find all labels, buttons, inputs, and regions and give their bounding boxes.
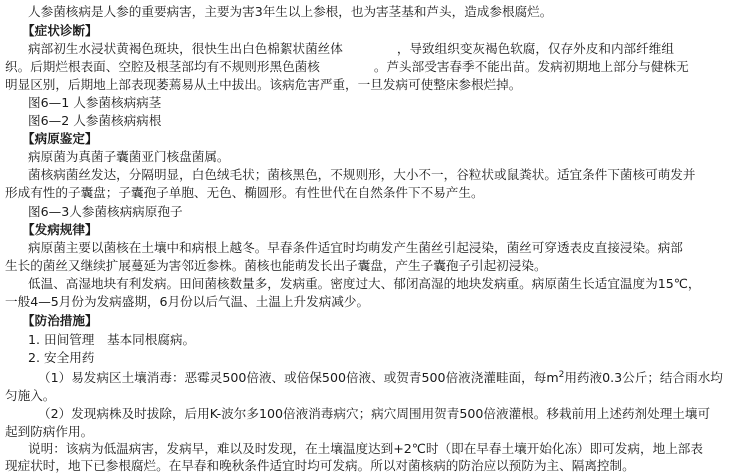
symptom-text-2a: 织。后期烂根表面、空腔及根茎部均有不规则形黑色菌核 <box>5 59 320 74</box>
pattern-line-1: 病原菌主要以菌核在土壤中和病根上越冬。早春条件适宜时均萌发产生菌丝引起浸染，菌丝可穿透表皮直接浸染。病部 <box>28 240 683 255</box>
symptom-line-2 <box>0 58 750 76</box>
symptom-text-2b: 。芦头部受害春季不能出苗。发病初期地上部分与健株无 <box>373 59 689 74</box>
control-line-3: （2）发现病株及时拔除，后用K-波尔多100倍液消毒病穴；病穴周围用贺青500倍液灌根。移栽前用上述药剂处理土壤可 <box>38 406 711 421</box>
figure-caption-6-1: 图6—1 人参菌核病病茎 <box>28 95 162 110</box>
note-line-2: 现症状时，地下已参根腐烂。在早春和晚秋条件适宜时均可发病。所以对菌核病的防治应以预防为主、隔离控制。 <box>5 458 635 473</box>
pattern-line-2: 生长的菌丝又继续扩展蔓延为害邻近参株。菌核也能萌发长出子囊盘，产生子囊孢子引起初浸染。 <box>5 258 547 273</box>
pathogen-line-2: 菌核病菌丝发达，分隔明显，白色绒毛状；菌核黑色，不规则形，大小不一，谷粒状或鼠粪状。适宜条件下菌核可萌发并 <box>28 167 696 182</box>
heading-pathogen-identification: 【病原鉴定】 <box>22 131 98 146</box>
figure-caption-6-3: 图6—3人参菌核病病原孢子 <box>28 204 183 219</box>
superscript-2: 2 <box>558 370 565 380</box>
note-line-1: 说明：该病为低温病害，发病早，难以及时发现，在土壤温度达到+2℃时（即在早春土壤开始化冻）即可发病，地上部表 <box>28 441 703 456</box>
symptom-line-1 <box>0 40 750 58</box>
symptom-text-1b: ，导致组织变灰褐色软腐，仅存外皮和内部纤维组 <box>396 41 674 56</box>
control-text-1a: （1）易发病区土壤消毒：恶霉灵500倍液、或倍保500倍液、或贺青500倍液浇灌畦面，每m <box>38 370 559 385</box>
control-text-1b: 用药液0.3公斤；结合雨水均 <box>564 370 723 385</box>
pathogen-line-3: 形成有性的子囊盘；子囊孢子单胞、无色、椭圆形。有性世代在自然条件下不易产生。 <box>5 185 484 200</box>
pattern-line-3: 低温、高湿地块有利发病。田间菌核数量多，发病重。密度过大、郁闭高湿的地块发病重。病原菌生长适宜温度为15℃， <box>28 276 701 291</box>
intro-paragraph: 人参菌核病是人参的重要病害，主要为害3年生以上参根，也为害茎基和芦头，造成参根腐烂。 <box>28 4 553 19</box>
control-item-1: 1. 田间管理 基本同根腐病。 <box>28 332 196 347</box>
control-line-4: 起到防病作用。 <box>5 424 94 439</box>
pathogen-line-1: 病原菌为真菌子囊菌亚门核盘菌属。 <box>28 149 230 164</box>
symptom-line-3: 明显区别，后期地上部表现萎蔫易从土中拔出。该病危害严重，一旦发病可使整床参根烂掉。 <box>5 77 522 92</box>
pattern-line-4: 一般4—5月份为发病盛期，6月份以后气温、土温上升发病减少。 <box>5 294 370 309</box>
heading-disease-pattern: 【发病规律】 <box>22 222 98 237</box>
figure-caption-6-2: 图6—2 人参菌核病病根 <box>28 113 162 128</box>
control-item-2: 2. 安全用药 <box>28 350 95 365</box>
symptom-text-1a: 病部初生水浸状黄褐色斑块，很快生出白色棉絮状菌丝体 <box>28 41 343 56</box>
control-line-2: 匀施入。 <box>5 388 56 403</box>
heading-control-measures: 【防治措施】 <box>22 313 98 328</box>
heading-symptom-diagnosis: 【症状诊断】 <box>22 23 98 38</box>
control-line-1 <box>0 369 750 387</box>
